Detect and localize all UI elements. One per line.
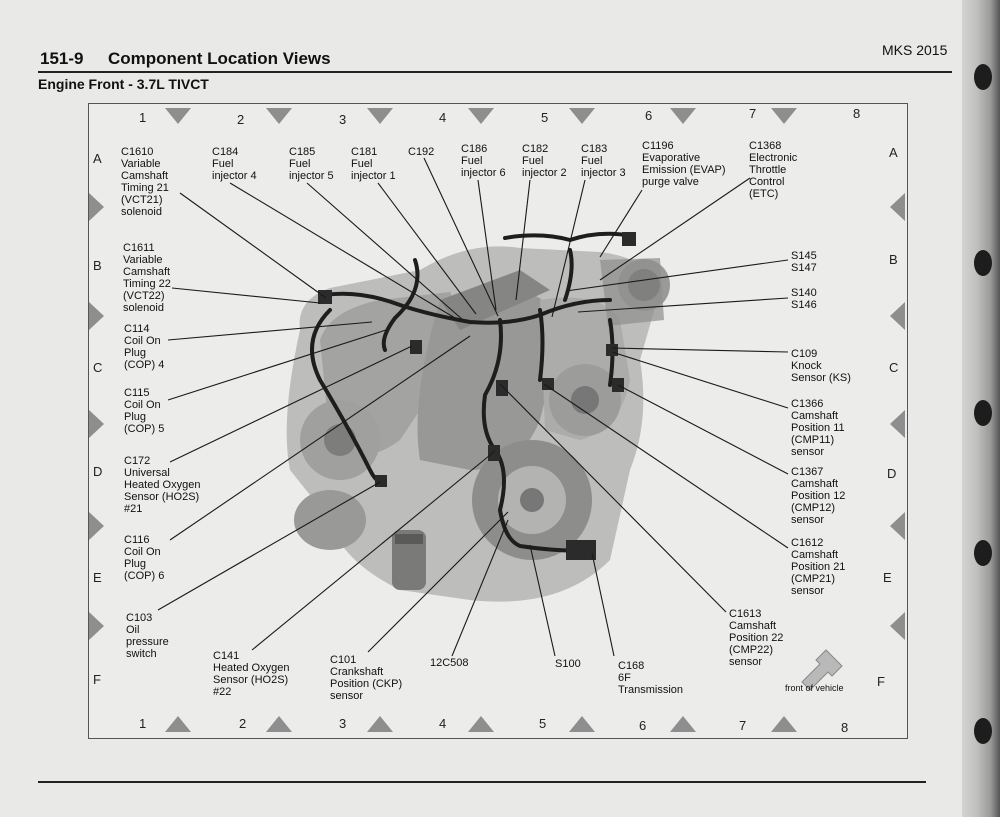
column-label-7: 7 <box>749 106 757 121</box>
row-label-e: E <box>93 570 102 585</box>
column-label-1-bottom: 1 <box>139 716 147 731</box>
row-label-f-right: F <box>877 674 885 689</box>
row-label-a: A <box>93 151 102 166</box>
row-label-e-right: E <box>883 570 892 585</box>
callout-c1612: C1612 Camshaft Position 21 (CMP21) sensor <box>791 537 846 597</box>
callout-c172: C172 Universal Heated Oxygen Sensor (HO2S) #21 <box>124 455 201 515</box>
row-label-c: C <box>93 360 103 375</box>
column-label-8: 8 <box>853 106 861 121</box>
callout-c185: C185 Fuel injector 5 <box>289 146 334 182</box>
callout-c168: C168 6F Transmission <box>618 660 683 696</box>
callout-s140-s146: S140 S146 <box>791 287 817 311</box>
callout-c101: C101 Crankshaft Position (CKP) sensor <box>330 654 403 702</box>
row-label-a-right: A <box>889 145 898 160</box>
row-label-c-right: C <box>889 360 899 375</box>
column-label-8-bottom: 8 <box>841 720 849 735</box>
callout-c1610: C1610 Variable Camshaft Timing 21 (VCT21) solenoid <box>121 146 169 218</box>
row-label-d: D <box>93 464 103 479</box>
column-label-6: 6 <box>645 108 653 123</box>
column-label-3-bottom: 3 <box>339 716 347 731</box>
callout-c1368: C1368 Electronic Throttle Control (ETC) <box>749 140 798 200</box>
callout-c103: C103 Oil pressure switch <box>126 612 169 660</box>
section-title: Component Location Views <box>108 49 331 68</box>
page-subtitle: Engine Front - 3.7L TIVCT <box>38 76 209 92</box>
callout-c114: C114 Coil On Plug (COP) 4 <box>124 323 165 371</box>
column-label-4-bottom: 4 <box>439 716 447 731</box>
front-of-vehicle-label: front of vehicle <box>785 683 844 693</box>
vehicle-label: MKS 2015 <box>882 42 948 58</box>
column-label-7-bottom: 7 <box>739 718 747 733</box>
callout-c182: C182 Fuel injector 2 <box>522 143 567 179</box>
row-label-d-right: D <box>887 466 897 481</box>
callout-12c508: 12C508 <box>430 657 469 669</box>
callout-c116: C116 Coil On Plug (COP) 6 <box>124 534 165 582</box>
callout-c1611: C1611 Variable Camshaft Timing 22 (VCT22) solenoid <box>123 242 171 314</box>
column-label-5-bottom: 5 <box>539 716 547 731</box>
row-label-b: B <box>93 258 102 273</box>
callout-s100: S100 <box>555 658 581 670</box>
callout-c1613: C1613 Camshaft Position 22 (CMP22) sensor <box>729 608 784 668</box>
callout-c184: C184 Fuel injector 4 <box>212 146 257 182</box>
section-number: 151-9 <box>40 49 84 68</box>
callout-c192: C192 <box>408 146 435 158</box>
callout-c1367: C1367 Camshaft Position 12 (CMP12) sensor <box>791 466 846 526</box>
row-label-f: F <box>93 672 101 687</box>
callout-c1366: C1366 Camshaft Position 11 (CMP11) sensor <box>791 398 845 458</box>
column-label-6-bottom: 6 <box>639 718 647 733</box>
column-label-2-bottom: 2 <box>239 716 247 731</box>
callout-c1196: C1196 Evaporative Emission (EVAP) purge valve <box>642 140 726 188</box>
callout-s145-s147: S145 S147 <box>791 250 817 274</box>
callout-c141: C141 Heated Oxygen Sensor (HO2S) #22 <box>213 650 290 698</box>
callout-c181: C181 Fuel injector 1 <box>351 146 396 182</box>
callout-c109: C109 Knock Sensor (KS) <box>791 348 851 384</box>
column-label-4: 4 <box>439 110 447 125</box>
column-label-2: 2 <box>237 112 245 127</box>
callout-c115: C115 Coil On Plug (COP) 5 <box>124 387 165 435</box>
column-label-1: 1 <box>139 110 147 125</box>
callout-c183: C183 Fuel injector 3 <box>581 143 626 179</box>
row-label-b-right: B <box>889 252 898 267</box>
callout-c186: C186 Fuel injector 6 <box>461 143 506 179</box>
column-label-3: 3 <box>339 112 347 127</box>
column-label-5: 5 <box>541 110 549 125</box>
